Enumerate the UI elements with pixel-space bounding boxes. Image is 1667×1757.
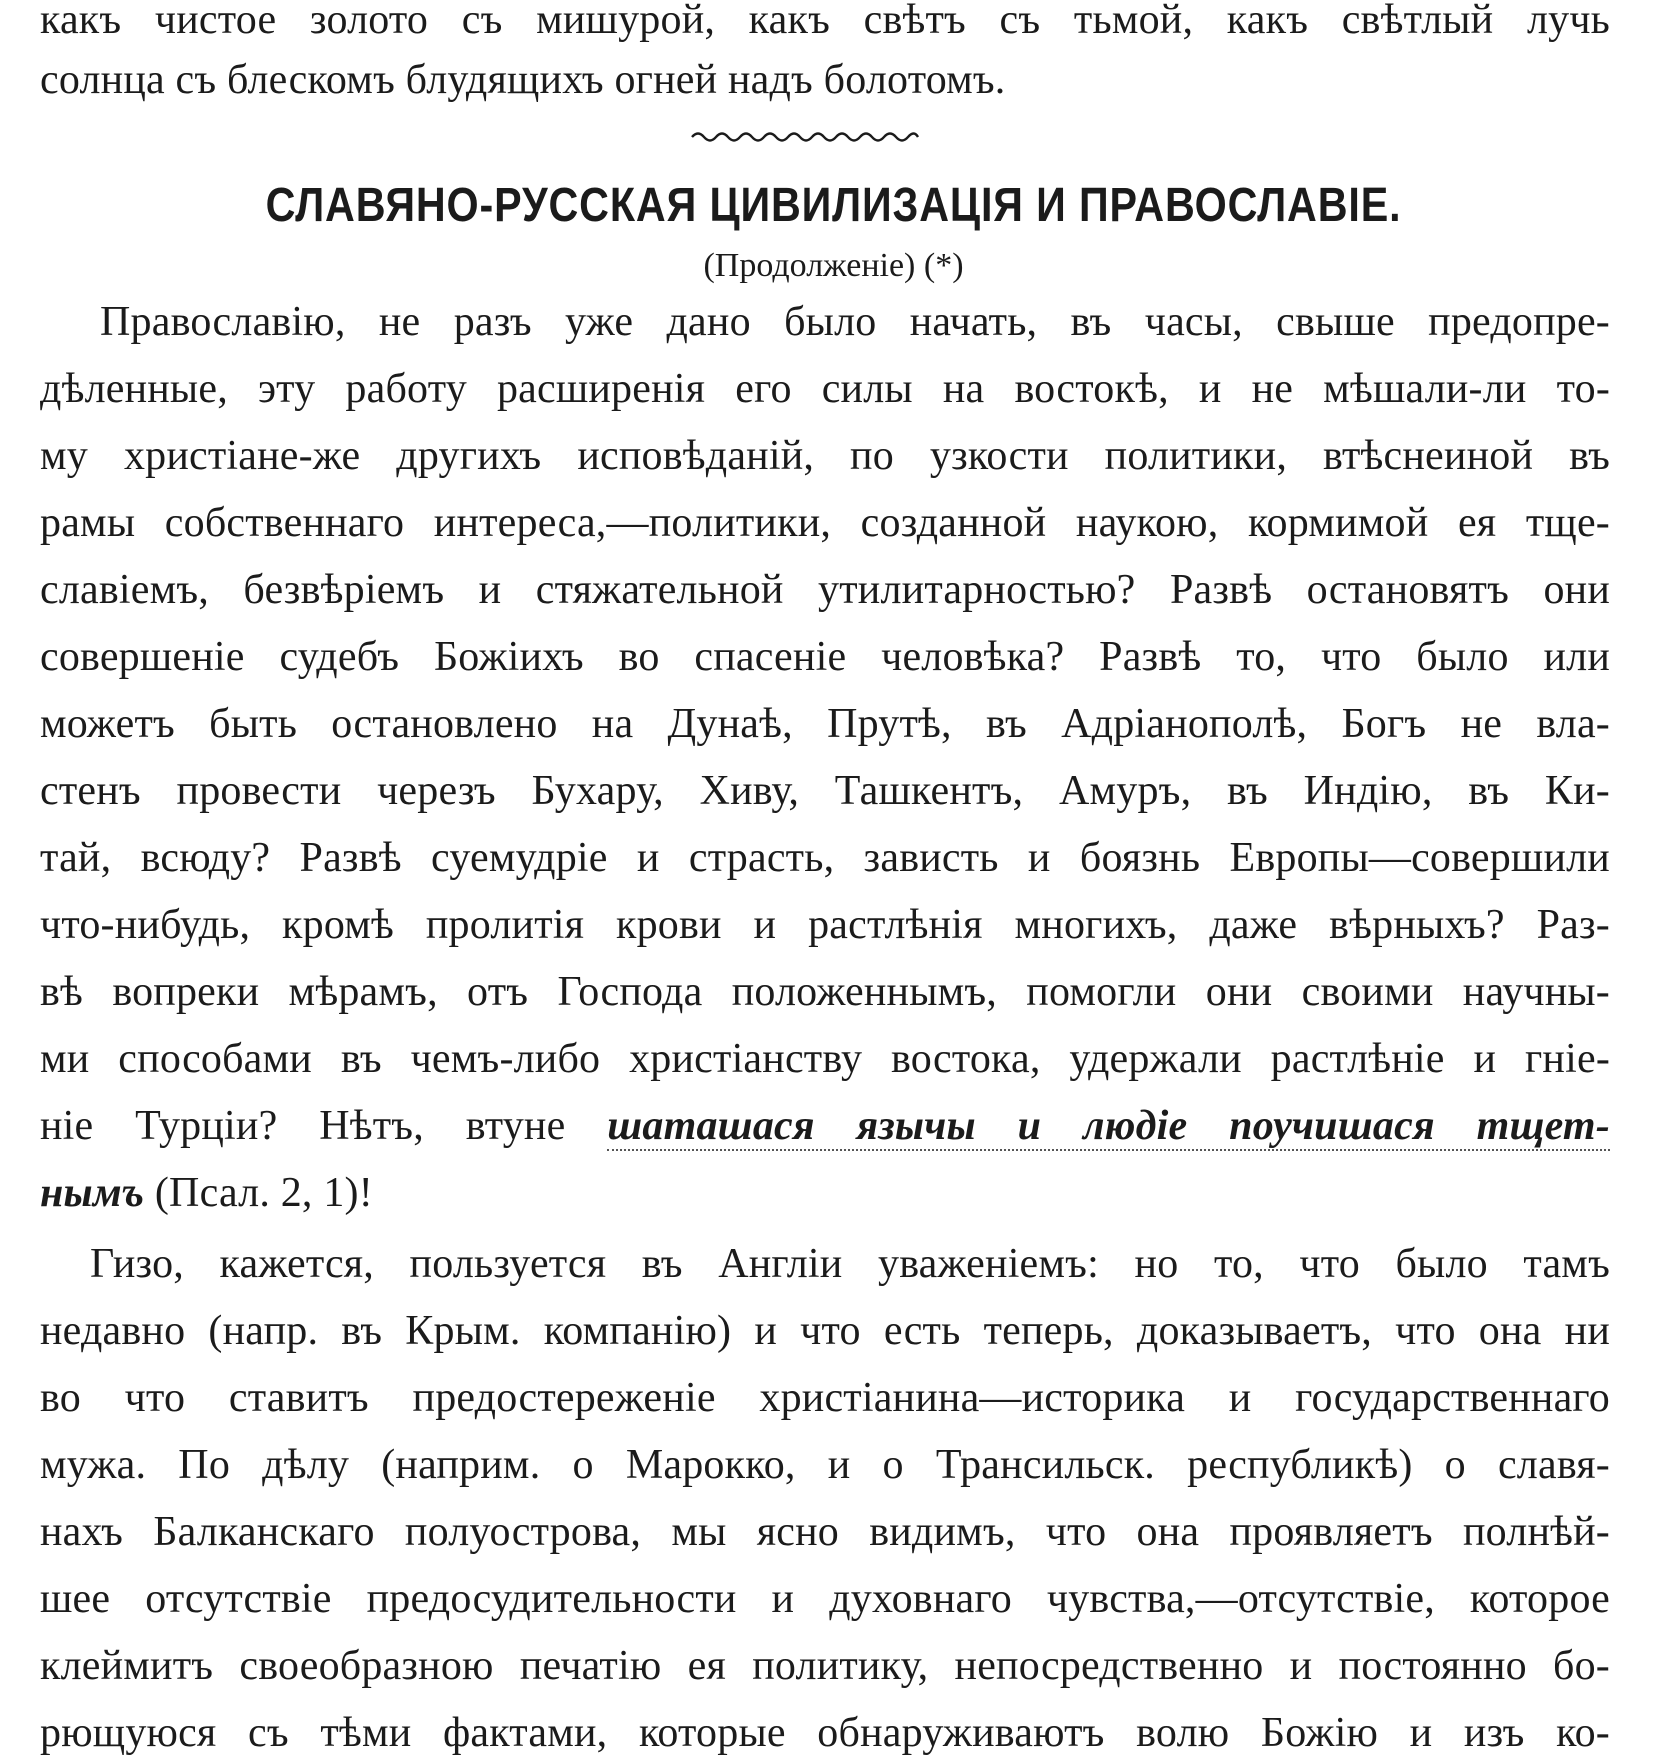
text-line: недавно (напр. въ Крым. компанію) и что есть теперь, доказываетъ, что она ни bbox=[40, 1308, 1610, 1354]
text-line: ми способами въ чемъ-либо христіанству востока, удержали растлѣніе и гніе- bbox=[40, 1036, 1610, 1082]
text-line: во что ставитъ предостереженіе христіанина—историка и государственнаго bbox=[40, 1375, 1610, 1421]
text-line: солнца съ блескомъ блудящихъ огней надъ болотомъ. bbox=[40, 57, 1006, 103]
text-line: что-нибудь, кромѣ пролитія крови и растлѣнія многихъ, даже вѣрныхъ? Раз- bbox=[40, 902, 1610, 948]
text-segment: (Псал. 2, 1)! bbox=[144, 1170, 373, 1216]
article-subtitle: (Продолженіе) (*) bbox=[703, 247, 964, 284]
text-line: совершеніе судебъ Божіихъ во спасеніе человѣка? Развѣ то, что было или bbox=[40, 634, 1610, 680]
text-line-with-quote bbox=[40, 1169, 1610, 1217]
text-line: вѣ вопреки мѣрамъ, отъ Господа положеннымъ, помогли они своими научны- bbox=[40, 969, 1610, 1015]
text-line: какъ чистое золото съ мишурой, какъ свѣтъ съ тьмой, какъ свѣтлый лучь bbox=[40, 0, 1610, 43]
psalm-quote: нымъ bbox=[40, 1170, 145, 1216]
text-line: нахъ Балканскаго полуострова, мы ясно видимъ, что она проявляетъ полнѣй- bbox=[40, 1509, 1610, 1555]
text-line: шее отсутствіе предосудительности и духовнаго чувства,—отсутствіе, которое bbox=[40, 1576, 1610, 1622]
text-line: дѣленные, эту работу расширенія его силы на востокѣ, и не мѣшали-ли то- bbox=[40, 366, 1610, 412]
text-line: тай, всюду? Развѣ суемудріе и страсть, зависть и боязнь Европы—совершили bbox=[40, 835, 1610, 881]
text-line: рющуюся съ тѣми фактами, которые обнаруживаютъ волю Божію и изъ ко- bbox=[40, 1710, 1610, 1756]
text-line: рамы собственнаго интереса,—политики, созданной наукою, кормимой ея тще- bbox=[40, 500, 1610, 546]
text-line: можетъ быть остановлено на Дунаѣ, Прутѣ, въ Адріанополѣ, Богъ не вла- bbox=[40, 701, 1610, 747]
text-line: стенъ провести черезъ Бухару, Хиву, Ташкентъ, Амуръ, въ Индію, въ Ки- bbox=[40, 768, 1610, 814]
article-title: СЛАВЯНО-РУССКАЯ ЦИВИЛИЗАЦІЯ И ПРАВОСЛАВІЕ. bbox=[265, 179, 1402, 232]
divider-ornament bbox=[690, 128, 920, 146]
text-segment: ніе Турціи? Нѣтъ, втуне bbox=[40, 1103, 608, 1149]
text-line: славіемъ, безвѣріемъ и стяжательной утилитарностью? Развѣ остановятъ они bbox=[40, 567, 1610, 613]
text-line-with-quote bbox=[40, 1102, 1610, 1150]
text-line: му христіане-же другихъ исповѣданій, по узкости политики, втѣснеиной въ bbox=[40, 433, 1610, 479]
text-line: мужа. По дѣлу (наприм. о Марокко, и о Трансильск. республикѣ) о славя- bbox=[40, 1442, 1610, 1488]
text-line: Православію, не разъ уже дано было начать, въ часы, свыше предопре- bbox=[100, 299, 1610, 345]
psalm-quote: шаташася язычы и людіе поучишася тщет- bbox=[607, 1103, 1610, 1149]
text-line: Гизо, кажется, пользуется въ Англіи уваженіемъ: но то, что было тамъ bbox=[90, 1241, 1610, 1287]
text-line: клеймитъ своеобразною печатію ея политику, непосредственно и постоянно бо- bbox=[40, 1643, 1610, 1689]
